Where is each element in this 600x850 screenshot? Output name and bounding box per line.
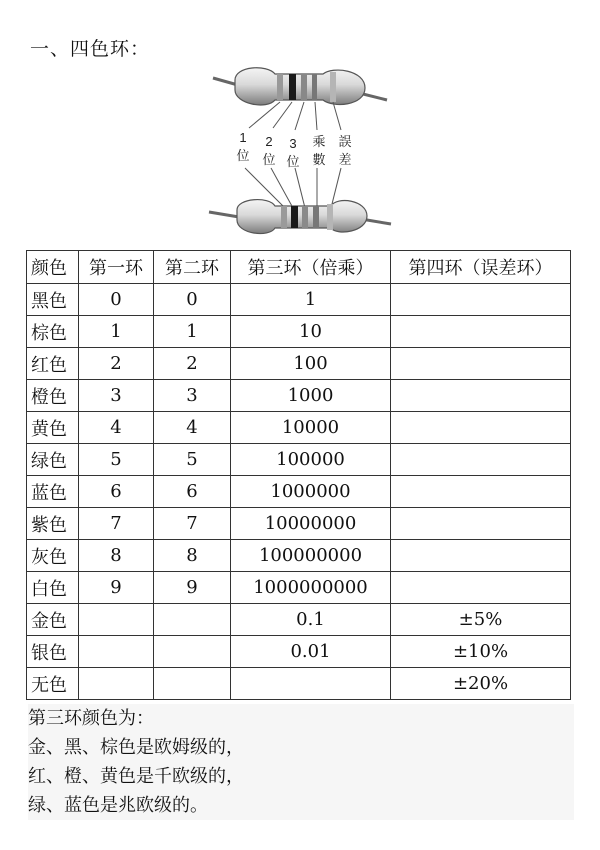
band2-value: [154, 668, 231, 700]
notes-line-3: 绿、蓝色是兆欧级的。: [28, 795, 208, 816]
tolerance-value: ±20%: [391, 668, 571, 700]
label-multiplier-bottom: 數: [312, 152, 326, 167]
color-name: 黑色: [27, 284, 79, 316]
table-row: [27, 444, 571, 476]
header-band2: 第二环: [154, 251, 231, 284]
multiplier-value: 1: [231, 284, 391, 316]
band2-value: 5: [154, 444, 231, 476]
notes-line-1: 金、黑、棕色是欧姆级的，: [28, 737, 244, 758]
band2-value: 2: [154, 348, 231, 380]
label-digit2-top: 2: [265, 134, 273, 149]
color-band-table: [26, 250, 571, 700]
band1-value: 3: [79, 380, 154, 412]
tolerance-value: [391, 380, 571, 412]
label-multiplier-top: 乘: [312, 134, 326, 149]
tolerance-value: [391, 540, 571, 572]
table-row: [27, 604, 571, 636]
notes-title: 第三环颜色为：: [28, 708, 154, 729]
resistor-illustration: [205, 60, 405, 250]
multiplier-value: 1000000: [231, 476, 391, 508]
color-name: 银色: [27, 636, 79, 668]
band1-value: 5: [79, 444, 154, 476]
multiplier-value: 100000000: [231, 540, 391, 572]
band1-value: 1: [79, 316, 154, 348]
multiplier-value: 0.1: [231, 604, 391, 636]
resistor-top: [213, 68, 387, 105]
band1-value: 6: [79, 476, 154, 508]
label-tolerance-bottom: 差: [338, 152, 352, 167]
band2-value: 0: [154, 284, 231, 316]
tolerance-value: [391, 284, 571, 316]
label-digit1-top: 1: [239, 130, 247, 145]
resistor-bottom: [209, 200, 391, 234]
color-name: 蓝色: [27, 476, 79, 508]
resistor-diagram: [205, 60, 405, 250]
table-row: [27, 636, 571, 668]
band1-value: 8: [79, 540, 154, 572]
band2-value: 4: [154, 412, 231, 444]
multiplier-value: 10000000: [231, 508, 391, 540]
multiplier-value: 10: [231, 316, 391, 348]
band2-value: [154, 636, 231, 668]
multiplier-value: 100: [231, 348, 391, 380]
multiplier-value: 10000: [231, 412, 391, 444]
color-name: 紫色: [27, 508, 79, 540]
band-3: [301, 74, 307, 100]
multiplier-value: [231, 668, 391, 700]
tolerance-value: [391, 316, 571, 348]
band1-value: 4: [79, 412, 154, 444]
header-color: 颜色: [27, 251, 79, 284]
tolerance-value: [391, 348, 571, 380]
section-heading: 一、四色环：: [30, 38, 151, 60]
tolerance-value: ±10%: [391, 636, 571, 668]
table-row: [27, 540, 571, 572]
band2-value: 1: [154, 316, 231, 348]
color-name: 棕色: [27, 316, 79, 348]
color-name: 白色: [27, 572, 79, 604]
table-row: [27, 348, 571, 380]
color-name: 橙色: [27, 380, 79, 412]
table-header-row: [27, 251, 571, 284]
color-name: 红色: [27, 348, 79, 380]
tolerance-value: [391, 508, 571, 540]
table-row: [27, 412, 571, 444]
band-5: [330, 72, 336, 102]
tolerance-value: [391, 476, 571, 508]
label-digit3-top: 3: [289, 136, 297, 151]
band2-value: 9: [154, 572, 231, 604]
multiplier-value: 1000: [231, 380, 391, 412]
table-row: [27, 284, 571, 316]
header-band3: 第三环（倍乘）: [231, 251, 391, 284]
band1-value: 2: [79, 348, 154, 380]
tolerance-value: [391, 444, 571, 476]
tolerance-value: [391, 572, 571, 604]
color-name: 灰色: [27, 540, 79, 572]
color-name: 绿色: [27, 444, 79, 476]
band2-value: 6: [154, 476, 231, 508]
band1-value: [79, 636, 154, 668]
multiplier-value: 1000000000: [231, 572, 391, 604]
band2-value: 3: [154, 380, 231, 412]
multiplier-value: 100000: [231, 444, 391, 476]
header-band1: 第一环: [79, 251, 154, 284]
tolerance-value: ±5%: [391, 604, 571, 636]
table-row: [27, 668, 571, 700]
band1-value: 9: [79, 572, 154, 604]
table-row: [27, 380, 571, 412]
band-4: [312, 74, 317, 100]
label-digit3-bottom: 位: [286, 154, 300, 169]
table-row: [27, 476, 571, 508]
band2-value: [154, 604, 231, 636]
notes-line-2: 红、橙、黄色是千欧级的，: [28, 766, 244, 787]
band-1: [277, 74, 283, 100]
label-digit1-bottom: 位: [236, 148, 250, 163]
band1-value: 0: [79, 284, 154, 316]
multiplier-value: 0.01: [231, 636, 391, 668]
tolerance-value: [391, 412, 571, 444]
notes-block: [28, 704, 574, 820]
table-row: [27, 316, 571, 348]
label-tolerance-top: 誤: [338, 134, 352, 149]
band1-value: 7: [79, 508, 154, 540]
color-name: 无色: [27, 668, 79, 700]
band2-value: 7: [154, 508, 231, 540]
label-digit2-bottom: 位: [262, 152, 276, 167]
color-name: 黄色: [27, 412, 79, 444]
band1-value: [79, 604, 154, 636]
header-band4: 第四环（误差环）: [391, 251, 571, 284]
band2-value: 8: [154, 540, 231, 572]
table-row: [27, 508, 571, 540]
band1-value: [79, 668, 154, 700]
band-2: [289, 74, 296, 100]
table-row: [27, 572, 571, 604]
color-name: 金色: [27, 604, 79, 636]
